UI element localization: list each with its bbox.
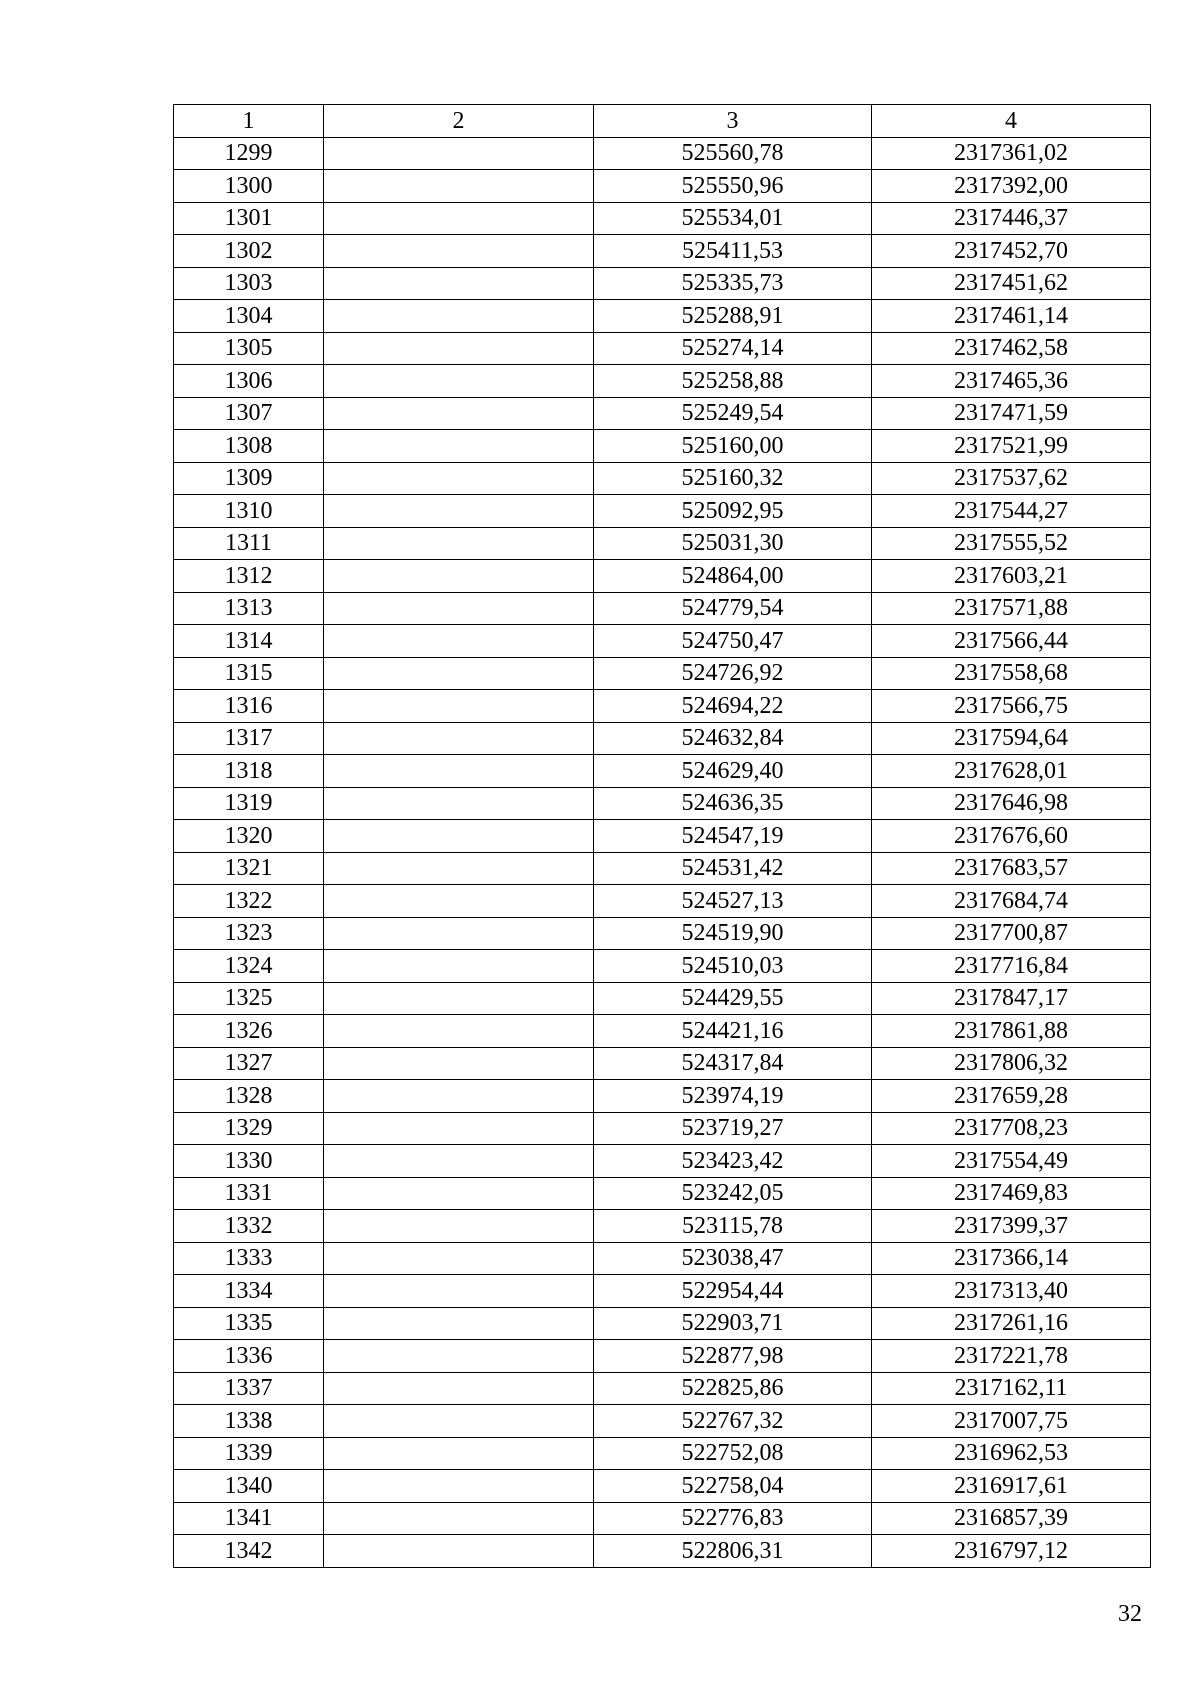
table-cell-col-1: 1331 xyxy=(174,1177,324,1210)
table-cell-col-2 xyxy=(324,1275,594,1308)
table-cell-col-4: 2317544,27 xyxy=(872,495,1151,528)
table-cell-col-4: 2317847,17 xyxy=(872,982,1151,1015)
table-cell-col-2 xyxy=(324,1535,594,1568)
column-header-2: 2 xyxy=(324,105,594,138)
table-cell-col-2 xyxy=(324,950,594,983)
table-cell-col-1: 1338 xyxy=(174,1405,324,1438)
table-cell-col-2 xyxy=(324,430,594,463)
table-cell-col-4: 2317451,62 xyxy=(872,267,1151,300)
table-cell-col-3: 525258,88 xyxy=(594,365,872,398)
table-cell-col-1: 1312 xyxy=(174,560,324,593)
table-cell-col-1: 1316 xyxy=(174,690,324,723)
table-row xyxy=(174,917,1151,950)
table-cell-col-3: 522806,31 xyxy=(594,1535,872,1568)
table-cell-col-2 xyxy=(324,560,594,593)
table-cell-col-2 xyxy=(324,1112,594,1145)
table-cell-col-1: 1309 xyxy=(174,462,324,495)
table-cell-col-1: 1310 xyxy=(174,495,324,528)
table-cell-col-4: 2317683,57 xyxy=(872,852,1151,885)
table-row xyxy=(174,300,1151,333)
table-row xyxy=(174,1340,1151,1373)
table-cell-col-1: 1339 xyxy=(174,1437,324,1470)
table-cell-col-2 xyxy=(324,1177,594,1210)
table-cell-col-2 xyxy=(324,982,594,1015)
table-row xyxy=(174,365,1151,398)
table-cell-col-1: 1324 xyxy=(174,950,324,983)
table-cell-col-3: 525288,91 xyxy=(594,300,872,333)
table-cell-col-4: 2317471,59 xyxy=(872,397,1151,430)
table-cell-col-4: 2317555,52 xyxy=(872,527,1151,560)
table-row xyxy=(174,657,1151,690)
table-row xyxy=(174,462,1151,495)
table-row xyxy=(174,1242,1151,1275)
table-row xyxy=(174,1372,1151,1405)
table-cell-col-3: 522877,98 xyxy=(594,1340,872,1373)
table-row xyxy=(174,495,1151,528)
table-cell-col-2 xyxy=(324,787,594,820)
table-row xyxy=(174,625,1151,658)
table-cell-col-2 xyxy=(324,722,594,755)
column-header-3: 3 xyxy=(594,105,872,138)
table-cell-col-3: 523242,05 xyxy=(594,1177,872,1210)
table-cell-col-2 xyxy=(324,397,594,430)
table-cell-col-3: 522758,04 xyxy=(594,1470,872,1503)
table-cell-col-3: 524694,22 xyxy=(594,690,872,723)
table-cell-col-1: 1342 xyxy=(174,1535,324,1568)
table-cell-col-3: 525335,73 xyxy=(594,267,872,300)
table-cell-col-1: 1314 xyxy=(174,625,324,658)
table-cell-col-4: 2317566,44 xyxy=(872,625,1151,658)
table-cell-col-4: 2317684,74 xyxy=(872,885,1151,918)
table-cell-col-1: 1320 xyxy=(174,820,324,853)
table-row xyxy=(174,1080,1151,1113)
table-cell-col-1: 1319 xyxy=(174,787,324,820)
table-cell-col-4: 2317700,87 xyxy=(872,917,1151,950)
table-cell-col-3: 524429,55 xyxy=(594,982,872,1015)
table-cell-col-1: 1317 xyxy=(174,722,324,755)
table-cell-col-3: 523115,78 xyxy=(594,1210,872,1243)
table-cell-col-2 xyxy=(324,267,594,300)
table-row xyxy=(174,1112,1151,1145)
table-row xyxy=(174,170,1151,203)
table-cell-col-4: 2317469,83 xyxy=(872,1177,1151,1210)
table-cell-col-4: 2317313,40 xyxy=(872,1275,1151,1308)
table-row xyxy=(174,202,1151,235)
table-cell-col-4: 2317594,64 xyxy=(872,722,1151,755)
table-row xyxy=(174,1307,1151,1340)
table-cell-col-1: 1329 xyxy=(174,1112,324,1145)
table-cell-col-3: 524547,19 xyxy=(594,820,872,853)
coordinates-table xyxy=(173,104,1151,1568)
table-cell-col-3: 525092,95 xyxy=(594,495,872,528)
table-cell-col-2 xyxy=(324,170,594,203)
table-header-row xyxy=(174,105,1151,138)
table-row xyxy=(174,1502,1151,1535)
table-cell-col-1: 1327 xyxy=(174,1047,324,1080)
table-cell-col-3: 522752,08 xyxy=(594,1437,872,1470)
table-cell-col-1: 1336 xyxy=(174,1340,324,1373)
table-cell-col-2 xyxy=(324,462,594,495)
table-row xyxy=(174,852,1151,885)
table-cell-col-1: 1301 xyxy=(174,202,324,235)
table-cell-col-4: 2317676,60 xyxy=(872,820,1151,853)
table-cell-col-4: 2317558,68 xyxy=(872,657,1151,690)
table-cell-col-4: 2317399,37 xyxy=(872,1210,1151,1243)
table-cell-col-2 xyxy=(324,332,594,365)
table-cell-col-3: 525160,32 xyxy=(594,462,872,495)
table-cell-col-1: 1304 xyxy=(174,300,324,333)
table-row xyxy=(174,527,1151,560)
table-row xyxy=(174,1210,1151,1243)
table-row xyxy=(174,1047,1151,1080)
column-header-1: 1 xyxy=(174,105,324,138)
table-cell-col-3: 522776,83 xyxy=(594,1502,872,1535)
table-cell-col-2 xyxy=(324,1242,594,1275)
table-cell-col-1: 1328 xyxy=(174,1080,324,1113)
table-cell-col-2 xyxy=(324,625,594,658)
table-cell-col-4: 2317806,32 xyxy=(872,1047,1151,1080)
table-cell-col-1: 1341 xyxy=(174,1502,324,1535)
table-cell-col-1: 1330 xyxy=(174,1145,324,1178)
table-cell-col-1: 1315 xyxy=(174,657,324,690)
table-cell-col-2 xyxy=(324,300,594,333)
table-cell-col-4: 2317366,14 xyxy=(872,1242,1151,1275)
table-cell-col-4: 2317007,75 xyxy=(872,1405,1151,1438)
table-cell-col-4: 2317361,02 xyxy=(872,137,1151,170)
table-cell-col-1: 1318 xyxy=(174,755,324,788)
table-cell-col-4: 2317465,36 xyxy=(872,365,1151,398)
table-row xyxy=(174,1437,1151,1470)
table-cell-col-1: 1300 xyxy=(174,170,324,203)
table-cell-col-2 xyxy=(324,1405,594,1438)
table-cell-col-3: 525249,54 xyxy=(594,397,872,430)
table-row xyxy=(174,722,1151,755)
table-cell-col-4: 2317861,88 xyxy=(872,1015,1151,1048)
table-row xyxy=(174,267,1151,300)
table-cell-col-1: 1335 xyxy=(174,1307,324,1340)
table-row xyxy=(174,332,1151,365)
table-row xyxy=(174,1275,1151,1308)
table-cell-col-1: 1308 xyxy=(174,430,324,463)
table-cell-col-4: 2317452,70 xyxy=(872,235,1151,268)
table-row xyxy=(174,982,1151,1015)
table-cell-col-2 xyxy=(324,690,594,723)
table-cell-col-2 xyxy=(324,1047,594,1080)
table-cell-col-2 xyxy=(324,1502,594,1535)
table-row xyxy=(174,397,1151,430)
table-cell-col-1: 1325 xyxy=(174,982,324,1015)
table-cell-col-4: 2317603,21 xyxy=(872,560,1151,593)
table-cell-col-2 xyxy=(324,592,594,625)
table-cell-col-1: 1303 xyxy=(174,267,324,300)
table-cell-col-3: 524632,84 xyxy=(594,722,872,755)
table-cell-col-4: 2317554,49 xyxy=(872,1145,1151,1178)
table-cell-col-3: 524636,35 xyxy=(594,787,872,820)
table-cell-col-4: 2317446,37 xyxy=(872,202,1151,235)
table-cell-col-1: 1340 xyxy=(174,1470,324,1503)
table-cell-col-1: 1306 xyxy=(174,365,324,398)
table-cell-col-4: 2316962,53 xyxy=(872,1437,1151,1470)
table-cell-col-2 xyxy=(324,1080,594,1113)
table-cell-col-4: 2316917,61 xyxy=(872,1470,1151,1503)
table-cell-col-4: 2317462,58 xyxy=(872,332,1151,365)
table-cell-col-3: 524726,92 xyxy=(594,657,872,690)
table-cell-col-3: 523038,47 xyxy=(594,1242,872,1275)
table-cell-col-1: 1311 xyxy=(174,527,324,560)
table-cell-col-2 xyxy=(324,235,594,268)
table-cell-col-4: 2317261,16 xyxy=(872,1307,1151,1340)
table-cell-col-1: 1299 xyxy=(174,137,324,170)
table-cell-col-2 xyxy=(324,657,594,690)
table-cell-col-3: 524527,13 xyxy=(594,885,872,918)
table-row xyxy=(174,787,1151,820)
table-row xyxy=(174,1535,1151,1568)
table-cell-col-3: 525031,30 xyxy=(594,527,872,560)
table-cell-col-3: 524629,40 xyxy=(594,755,872,788)
table-row xyxy=(174,950,1151,983)
table-cell-col-2 xyxy=(324,1470,594,1503)
table-cell-col-1: 1323 xyxy=(174,917,324,950)
table-cell-col-1: 1337 xyxy=(174,1372,324,1405)
table-cell-col-3: 524317,84 xyxy=(594,1047,872,1080)
table-cell-col-2 xyxy=(324,495,594,528)
table-cell-col-2 xyxy=(324,527,594,560)
table-cell-col-1: 1307 xyxy=(174,397,324,430)
table-cell-col-4: 2317461,14 xyxy=(872,300,1151,333)
table-cell-col-3: 525274,14 xyxy=(594,332,872,365)
table-cell-col-4: 2317392,00 xyxy=(872,170,1151,203)
table-cell-col-3: 523423,42 xyxy=(594,1145,872,1178)
table-cell-col-4: 2316857,39 xyxy=(872,1502,1151,1535)
table-cell-col-1: 1322 xyxy=(174,885,324,918)
table-row xyxy=(174,755,1151,788)
table-cell-col-4: 2317537,62 xyxy=(872,462,1151,495)
table-body xyxy=(174,137,1151,1567)
table-cell-col-3: 524510,03 xyxy=(594,950,872,983)
table-cell-col-1: 1302 xyxy=(174,235,324,268)
table-cell-col-3: 524531,42 xyxy=(594,852,872,885)
column-header-4: 4 xyxy=(872,105,1151,138)
table-cell-col-2 xyxy=(324,820,594,853)
table-cell-col-3: 525560,78 xyxy=(594,137,872,170)
table-row xyxy=(174,690,1151,723)
table-row xyxy=(174,820,1151,853)
table-cell-col-4: 2317659,28 xyxy=(872,1080,1151,1113)
table-row xyxy=(174,592,1151,625)
table-cell-col-1: 1332 xyxy=(174,1210,324,1243)
table-row xyxy=(174,1015,1151,1048)
table-cell-col-1: 1333 xyxy=(174,1242,324,1275)
table-cell-col-1: 1326 xyxy=(174,1015,324,1048)
table-cell-col-3: 525160,00 xyxy=(594,430,872,463)
table-cell-col-3: 524779,54 xyxy=(594,592,872,625)
table-cell-col-3: 522825,86 xyxy=(594,1372,872,1405)
table-cell-col-3: 523974,19 xyxy=(594,1080,872,1113)
table-cell-col-3: 522767,32 xyxy=(594,1405,872,1438)
table-cell-col-2 xyxy=(324,1210,594,1243)
table-cell-col-3: 525411,53 xyxy=(594,235,872,268)
table-cell-col-3: 524519,90 xyxy=(594,917,872,950)
table-cell-col-2 xyxy=(324,1015,594,1048)
table-cell-col-1: 1321 xyxy=(174,852,324,885)
table-cell-col-3: 524864,00 xyxy=(594,560,872,593)
table-cell-col-2 xyxy=(324,852,594,885)
table-row xyxy=(174,235,1151,268)
table-cell-col-2 xyxy=(324,365,594,398)
table-row xyxy=(174,430,1151,463)
table-cell-col-3: 524750,47 xyxy=(594,625,872,658)
table-row xyxy=(174,1177,1151,1210)
table-cell-col-4: 2317571,88 xyxy=(872,592,1151,625)
table-row xyxy=(174,1405,1151,1438)
table-cell-col-4: 2317566,75 xyxy=(872,690,1151,723)
table-row xyxy=(174,137,1151,170)
table-row xyxy=(174,1145,1151,1178)
table-cell-col-2 xyxy=(324,1372,594,1405)
table-cell-col-4: 2317646,98 xyxy=(872,787,1151,820)
table-cell-col-3: 523719,27 xyxy=(594,1112,872,1145)
table-cell-col-3: 525550,96 xyxy=(594,170,872,203)
table-row xyxy=(174,1470,1151,1503)
table-cell-col-3: 522903,71 xyxy=(594,1307,872,1340)
page-number: 32 xyxy=(1118,1601,1142,1627)
table-cell-col-4: 2317708,23 xyxy=(872,1112,1151,1145)
table-cell-col-4: 2317628,01 xyxy=(872,755,1151,788)
table-cell-col-2 xyxy=(324,755,594,788)
table-cell-col-2 xyxy=(324,1340,594,1373)
table-cell-col-4: 2317521,99 xyxy=(872,430,1151,463)
table-cell-col-3: 525534,01 xyxy=(594,202,872,235)
table-row xyxy=(174,560,1151,593)
table-cell-col-4: 2317162,11 xyxy=(872,1372,1151,1405)
table-cell-col-4: 2317716,84 xyxy=(872,950,1151,983)
table-cell-col-2 xyxy=(324,1145,594,1178)
table-cell-col-2 xyxy=(324,202,594,235)
table-cell-col-2 xyxy=(324,1307,594,1340)
table-cell-col-3: 524421,16 xyxy=(594,1015,872,1048)
table-row xyxy=(174,885,1151,918)
table-cell-col-2 xyxy=(324,1437,594,1470)
table-cell-col-3: 522954,44 xyxy=(594,1275,872,1308)
table-cell-col-4: 2317221,78 xyxy=(872,1340,1151,1373)
table-cell-col-1: 1313 xyxy=(174,592,324,625)
table-cell-col-2 xyxy=(324,137,594,170)
table-cell-col-2 xyxy=(324,885,594,918)
table-cell-col-1: 1334 xyxy=(174,1275,324,1308)
table-cell-col-1: 1305 xyxy=(174,332,324,365)
table-cell-col-4: 2316797,12 xyxy=(872,1535,1151,1568)
table-cell-col-2 xyxy=(324,917,594,950)
